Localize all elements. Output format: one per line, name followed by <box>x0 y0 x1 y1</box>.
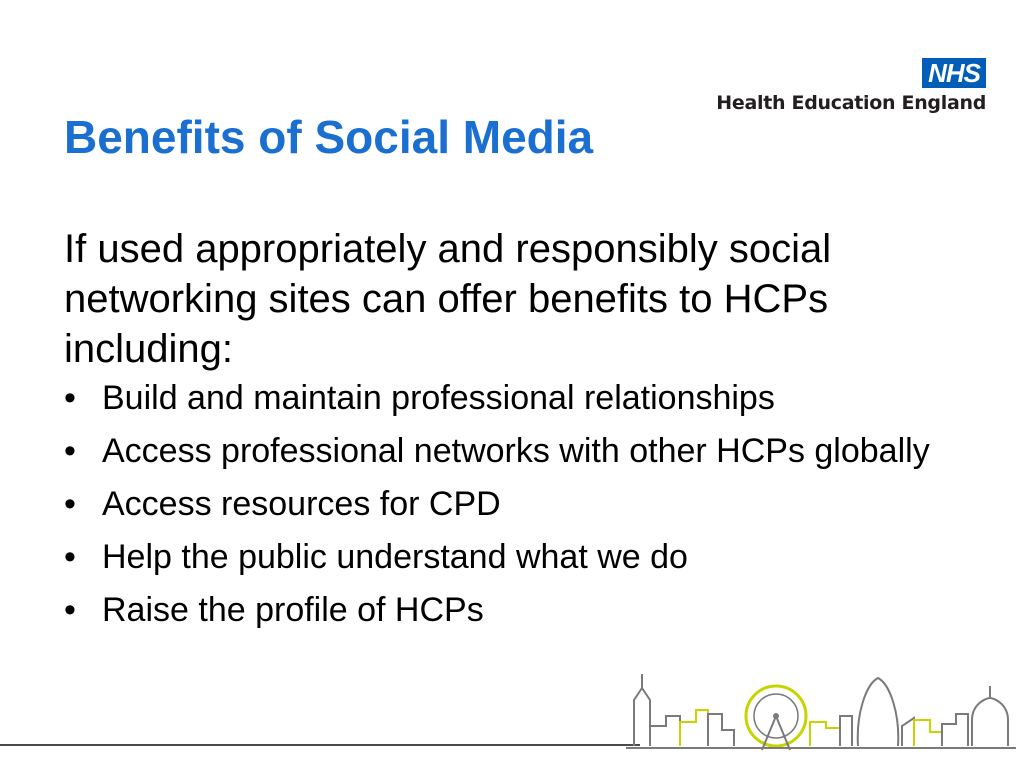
nhs-hee-logo <box>716 58 986 114</box>
list-item <box>64 378 964 418</box>
nhs-badge: NHS <box>922 58 986 88</box>
intro-text: If used appropriately and responsibly social networking sites can offer benefits to HCPs including: <box>64 227 832 371</box>
bullet-text: Build and maintain professional relationships <box>102 379 775 417</box>
list-item <box>64 537 964 577</box>
slide-title: Benefits of Social Media <box>64 111 594 163</box>
list-item <box>64 484 964 524</box>
benefits-list <box>64 378 964 630</box>
bullet-icon: • <box>64 432 76 470</box>
bullet-text: Help the public understand what we do <box>102 538 688 576</box>
bullet-text: Raise the profile of HCPs <box>102 591 484 629</box>
organisation-name: Health Education England <box>716 92 986 114</box>
london-skyline-icon <box>626 664 1016 754</box>
bullet-text: Access resources for CPD <box>102 485 501 523</box>
list-item <box>64 590 964 630</box>
list-item <box>64 431 964 471</box>
slide-body <box>64 224 964 643</box>
bullet-icon: • <box>64 379 76 417</box>
bullet-icon: • <box>64 485 76 523</box>
bullet-text: Access professional networks with other HCPs globally <box>102 432 930 470</box>
bullet-icon: • <box>64 538 76 576</box>
bullet-icon: • <box>64 591 76 629</box>
footer-rule <box>0 744 640 746</box>
